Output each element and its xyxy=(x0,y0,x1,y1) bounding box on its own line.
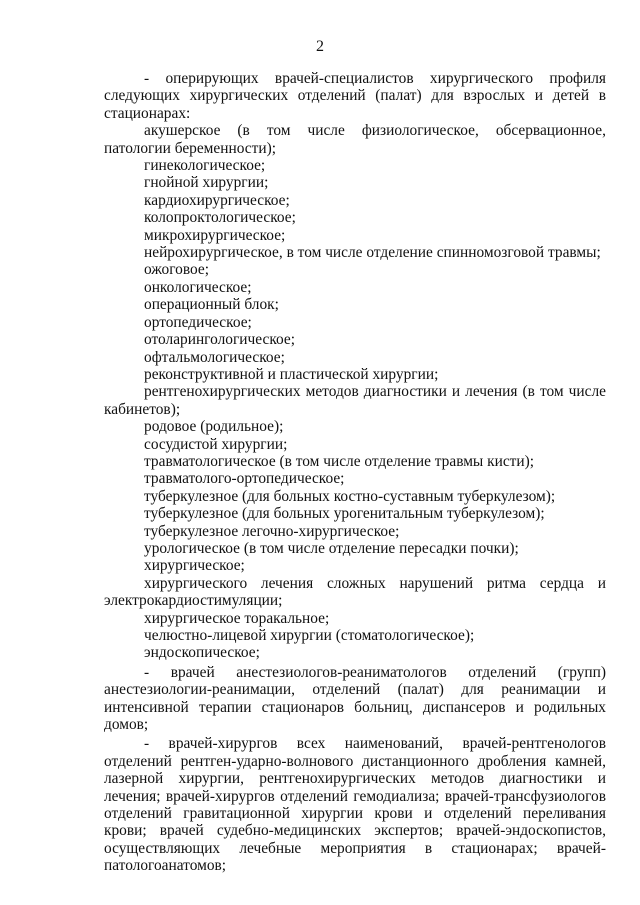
list-item: офтальмологическое; xyxy=(144,348,285,366)
list-item: туберкулезное (для больных урогенитальным туберкулезом); xyxy=(144,505,545,523)
list-item: эндоскопическое; xyxy=(144,644,260,662)
list-item: хирургическое торакальное; xyxy=(144,609,330,627)
list-item: нейрохирургическое, в том числе отделение спинномозговой травмы; xyxy=(144,244,601,262)
list-item: реконструктивной и пластической хирургии; xyxy=(144,365,439,383)
list-item: операционный блок; xyxy=(144,296,279,314)
list-item: микрохирургическое; xyxy=(144,226,286,244)
paragraph-surgeons-intro: - оперирующих врачей-специалистов хирургического профиля следующих хирургических отделений (палат) для взрослых и детей в стационарах: xyxy=(104,70,606,122)
paragraph-surgeons-all: - врачей-хирургов всех наименований, врачей-рентгенологов отделений рентген-ударно-волнового дистанционного дробления камней, лазерной хирургии, рентгенохирургических методов диагностики и лечения; врачей-хирургов отделений гемодиализа; врачей-трансфузиологов отделений гравитационной хирургии крови и отделений переливания крови; врачей судебно-медицинских экспертов; врачей-эндоскопистов, осуществляющих лечебные мероприятия в стационарах; врачей-патологоанатомов; xyxy=(104,735,606,875)
list-item: травматологическое (в том числе отделение травмы кисти); xyxy=(144,452,535,470)
list-item: урологическое (в том числе отделение пересадки почки); xyxy=(144,539,519,557)
paragraph-anesthesiologists: - врачей анестезиологов-реаниматологов отделений (групп) анестезиологии-реанимации, отделений (палат) для реанимации и интенсивной терапии стационаров больниц, диспансеров и родильных домов; xyxy=(104,663,606,734)
list-item: акушерское (в том числе физиологическое, обсервационное, патологии беременности); xyxy=(104,122,606,157)
list-item: рентгенохирургических методов диагностики и лечения (в том числе кабинетов); xyxy=(104,383,606,418)
list-item: онкологическое; xyxy=(144,278,252,296)
list-item: туберкулезное легочно-хирургическое; xyxy=(144,522,400,540)
list-item: хирургическое; xyxy=(144,557,245,575)
list-item: гнойной хирургии; xyxy=(144,174,269,192)
list-item: гинекологическое; xyxy=(144,157,266,175)
list-item: кардиохирургическое; xyxy=(144,191,290,209)
list-item: сосудистой хирургии; xyxy=(144,435,288,453)
document-body xyxy=(104,70,606,875)
list-item: хирургического лечения сложных нарушений ритма сердца и электрокардиостимуляции; xyxy=(104,574,606,610)
list-item: туберкулезное (для больных костно-суставным туберкулезом); xyxy=(144,487,556,505)
list-item: ортопедическое; xyxy=(144,313,252,331)
list-item: ожоговое; xyxy=(144,261,210,279)
list-item: отоларингологическое; xyxy=(144,331,296,349)
list-item: травматолого-ортопедическое; xyxy=(144,470,345,488)
list-item: колопроктологическое; xyxy=(144,209,296,227)
list-item: челюстно-лицевой хирургии (стоматологическое); xyxy=(144,627,475,644)
list-item: родовое (родильное); xyxy=(144,418,284,436)
page-number: 2 xyxy=(316,38,324,55)
